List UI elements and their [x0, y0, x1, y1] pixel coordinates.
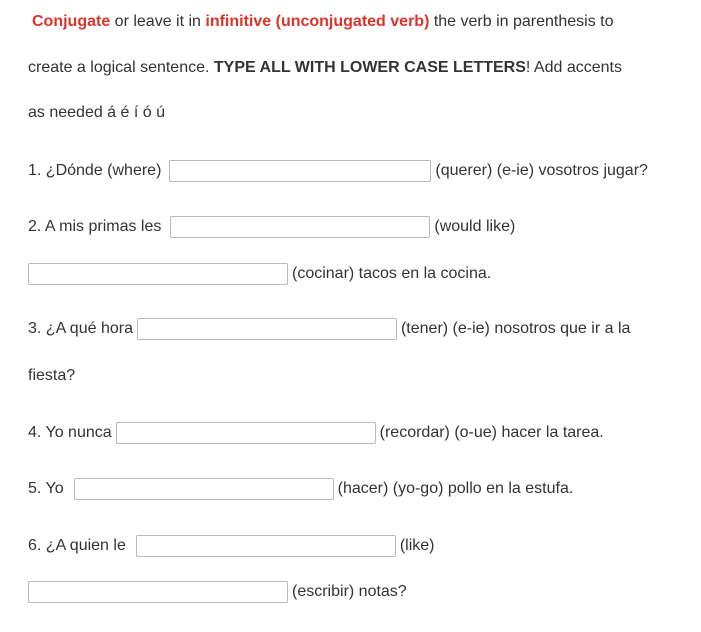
question-5-suffix: (hacer) (yo-go) pollo en la estufa. [337, 480, 574, 497]
question-2-continued [28, 262, 491, 286]
question-4 [28, 421, 604, 445]
question-6-answer-input-1[interactable] [136, 535, 396, 557]
infinitive-keyword: infinitive [205, 13, 272, 30]
question-6-suffix-1: (like) [399, 537, 435, 554]
question-1-suffix: (querer) (e-ie) vosotros jugar? [435, 162, 648, 179]
question-5 [28, 477, 573, 501]
question-1-prefix: 1. ¿Dónde (where) [28, 162, 162, 179]
question-3-continuation: fiesta? [28, 367, 76, 384]
instructions-text: or leave it in [110, 13, 206, 30]
question-2-suffix-2: (cocinar) tacos en la cocina. [292, 265, 492, 282]
question-3-answer-input[interactable] [137, 318, 397, 340]
question-4-suffix: (recordar) (o-ue) hacer la tarea. [379, 424, 604, 441]
question-5-prefix: 5. Yo [28, 480, 64, 497]
question-3 [28, 317, 630, 341]
accents-hint: as needed á é í ó ú [28, 104, 165, 121]
question-2-answer-input-2[interactable] [28, 263, 288, 285]
instructions-text: create a logical sentence. [28, 59, 214, 76]
question-5-answer-input[interactable] [74, 478, 334, 500]
question-2-suffix-1: (would like) [434, 218, 516, 235]
question-6-continued [28, 580, 407, 604]
question-3-suffix: (tener) (e-ie) nosotros que ir a la [400, 320, 631, 337]
instructions-text: ! Add accents [525, 59, 622, 76]
question-6-answer-input-2[interactable] [28, 581, 288, 603]
question-4-prefix: 4. Yo nunca [28, 424, 112, 441]
instructions-text: the verb in parenthesis to [429, 13, 614, 30]
question-6-suffix-2: (escribir) notas? [292, 583, 407, 600]
question-4-answer-input[interactable] [116, 422, 376, 444]
instructions-line-2 [28, 56, 622, 80]
question-1 [28, 159, 648, 183]
question-2 [28, 215, 515, 239]
unconjugated-keyword: (unconjugated verb) [275, 13, 430, 30]
instructions-line-3 [28, 101, 165, 125]
question-6-prefix: 6. ¿A quien le [28, 537, 126, 554]
lowercase-warning: TYPE ALL WITH LOWER CASE LETTERS [213, 59, 526, 76]
question-3-prefix: 3. ¿A qué hora [28, 320, 133, 337]
question-1-answer-input[interactable] [169, 160, 431, 182]
question-2-prefix: 2. A mis primas les [28, 218, 162, 235]
question-6 [28, 534, 435, 558]
conjugate-keyword: Conjugate [32, 13, 111, 30]
question-2-answer-input-1[interactable] [170, 216, 430, 238]
instructions-line-1 [32, 10, 614, 34]
question-3-continued [28, 364, 75, 388]
